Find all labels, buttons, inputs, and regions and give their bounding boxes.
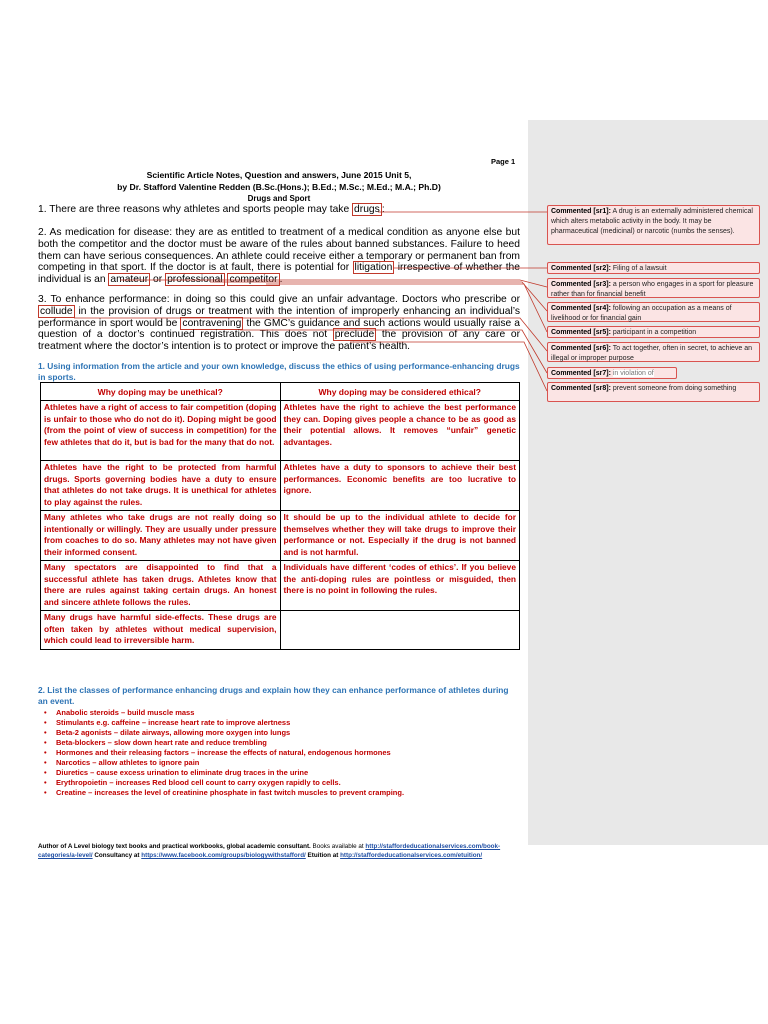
- comment-text: following an occupation as a means of livelihood or for financial gain: [551, 305, 732, 322]
- ethics-table: [40, 382, 520, 650]
- table-cell: Many spectators are disappointed to find that a successful athlete has taken drugs. Athletes know that there are rules against taking certain drugs. An honest and sincere athlete follows the rules.: [41, 561, 281, 611]
- comment-label: Commented [sr6]:: [551, 345, 611, 352]
- comment-anchor-preclude[interactable]: preclude: [334, 329, 375, 341]
- para3-text-a: 3. To enhance performance: in doing so this could give an unfair advantage. Doctors who prescribe or: [38, 294, 520, 305]
- comment-label: Commented [sr8]:: [551, 385, 611, 392]
- question-2: 2. List the classes of performance enhancing drugs and explain how they can enhance performance of athletes during an event.: [38, 685, 509, 706]
- table-cell: Many drugs have harmful side-effects. These drugs are often taken by athletes without medical supervision, which could lead to irreversible harm.: [41, 611, 281, 650]
- para2-text-e: .: [279, 274, 283, 286]
- para2-text-a: 2. As medication for disease: they are as entitled to treatment of a medical condition as anyone else but both the competitor and the doctor must be aware of the rules about banned substances. Failure to heed them can have serious consequences. An athlete could receive either a temporary or permanent ban from competing in that sport. If the doctor is at fault, there is potential for: [38, 227, 520, 274]
- para3-text-d: the provision of any care or treatment where the doctor’s intention is to protect or improve the patient’s health.: [38, 329, 520, 353]
- comment-label: Commented [sr7]:: [551, 370, 611, 377]
- comment-sr3[interactable]: [547, 278, 760, 298]
- comment-sr5[interactable]: [547, 326, 760, 338]
- comment-sr2[interactable]: [547, 262, 760, 274]
- para2-text-b: irrespective of whether the individual is an: [38, 262, 521, 286]
- document-title: Scientific Article Notes, Question and answers, June 2015 Unit 5,: [146, 170, 412, 180]
- table-row: [41, 611, 520, 650]
- comment-text: Filing of a lawsuit: [612, 265, 667, 272]
- comment-sr6[interactable]: [547, 342, 760, 362]
- comment-anchor-contravening[interactable]: contravening: [182, 317, 242, 329]
- comment-anchor-competitor[interactable]: competitor: [229, 274, 278, 286]
- list-item: • Beta-2 agonists – dilate airways, allowing more oxygen into lungs: [56, 728, 536, 738]
- table-row: [41, 561, 520, 611]
- table-cell: Athletes have the right to achieve the best performance they can. Doping gives people a chance to be as good as their potential allows. It removes “unfair” genetic advantages.: [280, 401, 520, 461]
- list-item: • Erythropoietin – increases Red blood cell count to carry oxygen rapidly to cells.: [56, 778, 536, 788]
- para3-text-b: in the provision of drugs or treatment with the intention of improperly enhancing an individual’s performance in sport would be: [38, 305, 520, 329]
- comment-text: a person who engages in a sport for pleasure rather than for financial benefit: [551, 281, 754, 298]
- footer-text: Books available at: [310, 843, 366, 850]
- comment-sr4[interactable]: [547, 302, 760, 322]
- comment-label: Commented [sr1]:: [551, 208, 611, 215]
- comment-anchor-collude[interactable]: collude: [40, 305, 73, 317]
- comment-sr1[interactable]: [547, 205, 760, 245]
- comments-pane-top: [528, 0, 768, 120]
- table-cell: Athletes have a right of access to fair competition (doping is unfair to those who do not do it). Doping might be good (from the point of view of success in competition) for the few athletes that do it, but is bad for the many that do not.: [41, 401, 281, 461]
- footer-text: Author of A Level biology text books and practical workbooks, global academic consultant.: [38, 843, 311, 850]
- page-footer: [38, 842, 520, 860]
- question-1: 1. Using information from the article and your own knowledge, discuss the ethics of using performance-enhancing drugs in sports.: [38, 361, 520, 382]
- comment-sr8[interactable]: [547, 382, 760, 402]
- comment-anchor-litigation[interactable]: litigation: [354, 262, 393, 274]
- list-item: • Diuretics – cause excess urination to eliminate drug traces in the urine: [56, 768, 536, 778]
- comments-pane-bottom: [528, 845, 768, 1024]
- drug-classes-list: [40, 708, 536, 798]
- para2-text-c: or: [150, 274, 166, 286]
- para3-text-c: the GMC’s guidance and such actions would usually raise a question of a doctor’s continued registration. This does not: [38, 317, 521, 341]
- table-header-ethical: Why doping may be considered ethical?: [280, 383, 520, 401]
- list-item: • Hormones and their releasing factors – increase the effects of natural, endogenous hormones: [56, 748, 536, 758]
- comment-text: To act together, often in secret, to achieve an illegal or improper purpose: [551, 345, 753, 362]
- list-item: • Beta-blockers – slow down heart rate and reduce trembling: [56, 738, 536, 748]
- list-item: • Narcotics – allow athletes to ignore pain: [56, 758, 536, 768]
- table-header-unethical: Why doping may be unethical?: [41, 383, 281, 401]
- footer-link-etuition[interactable]: http://staffordeducationalservices.com/etuition/: [340, 852, 483, 859]
- paragraph-2: [38, 227, 520, 286]
- comment-sr7[interactable]: [547, 367, 677, 379]
- comment-text: in violation of: [612, 370, 654, 377]
- footer-link-consultancy[interactable]: https://www.facebook.com/groups/biologywithstafford/: [141, 852, 306, 859]
- table-cell: [280, 611, 520, 650]
- comment-anchor-drugs[interactable]: drugs: [354, 204, 380, 215]
- footer-text: Consultancy at: [92, 852, 142, 859]
- para1-text: 1. There are three reasons why athletes and sports people may take: [38, 204, 353, 215]
- table-row: [41, 401, 520, 461]
- table-row: [41, 511, 520, 561]
- table-row: [41, 461, 520, 511]
- page-number: Page 1: [491, 157, 516, 166]
- comment-text: A drug is an externally administered chemical which alters metabolic activity in the body. It may be pharmaceutical (medicinal) or narcotic (numbs the senses).: [551, 208, 753, 235]
- comment-text: participant in a competition: [612, 329, 697, 336]
- para1-text-end: :: [381, 204, 385, 215]
- comment-text: prevent someone from doing something: [612, 385, 737, 392]
- paragraph-1: [38, 204, 520, 216]
- table-header-row: [41, 383, 520, 401]
- paragraph-3: [38, 294, 520, 353]
- footer-text: Etuition at: [305, 852, 341, 859]
- comment-anchor-amateur[interactable]: amateur: [110, 274, 149, 286]
- comment-label: Commented [sr3]:: [551, 281, 611, 288]
- comment-anchor-professional[interactable]: professional: [167, 274, 223, 286]
- comment-label: Commented [sr2]:: [551, 265, 611, 272]
- list-item: • Stimulants e.g. caffeine – increase heart rate to improve alertness: [56, 718, 536, 728]
- table-cell: It should be up to the individual athlete to decide for themselves whether they will take drugs to improve their performance or not. Especially if the drug is not banned and is not harmful.: [280, 511, 520, 561]
- table-cell: Many athletes who take drugs are not really doing so intentionally or willingly. They are usually under pressure from coaches to do so. Many athletes may not have given their informed consent.: [41, 511, 281, 561]
- list-item: • Anabolic steroids – build muscle mass: [56, 708, 536, 718]
- list-item: • Creatine – increases the level of creatinine phosphate in fast twitch muscles to prevent cramping.: [56, 788, 536, 798]
- table-cell: Athletes have a duty to sponsors to achieve their best performances. Economic benefits are too lucrative to ignore.: [280, 461, 520, 511]
- table-cell: Individuals have different ‘codes of ethics’. If you believe the anti-doping rules are pointless or misguided, then there is no point in following the rules.: [280, 561, 520, 611]
- comment-label: Commented [sr5]:: [551, 329, 611, 336]
- document-author: by Dr. Stafford Valentine Redden (B.Sc.(Hons.); B.Ed.; M.Sc.; M.Ed.; M.A.; Ph.D): [117, 182, 441, 192]
- document-subtitle: Drugs and Sport: [247, 194, 311, 203]
- comment-label: Commented [sr4]:: [551, 305, 611, 312]
- table-cell: Athletes have the right to be protected from harmful drugs. Sports governing bodies have a duty to ensure that athletes do not take drugs. It is unethical for athletes to play against the rules.: [41, 461, 281, 511]
- footer-link-books[interactable]: http://staffordeducationalservices.com/book-categories/a-level/: [38, 843, 501, 859]
